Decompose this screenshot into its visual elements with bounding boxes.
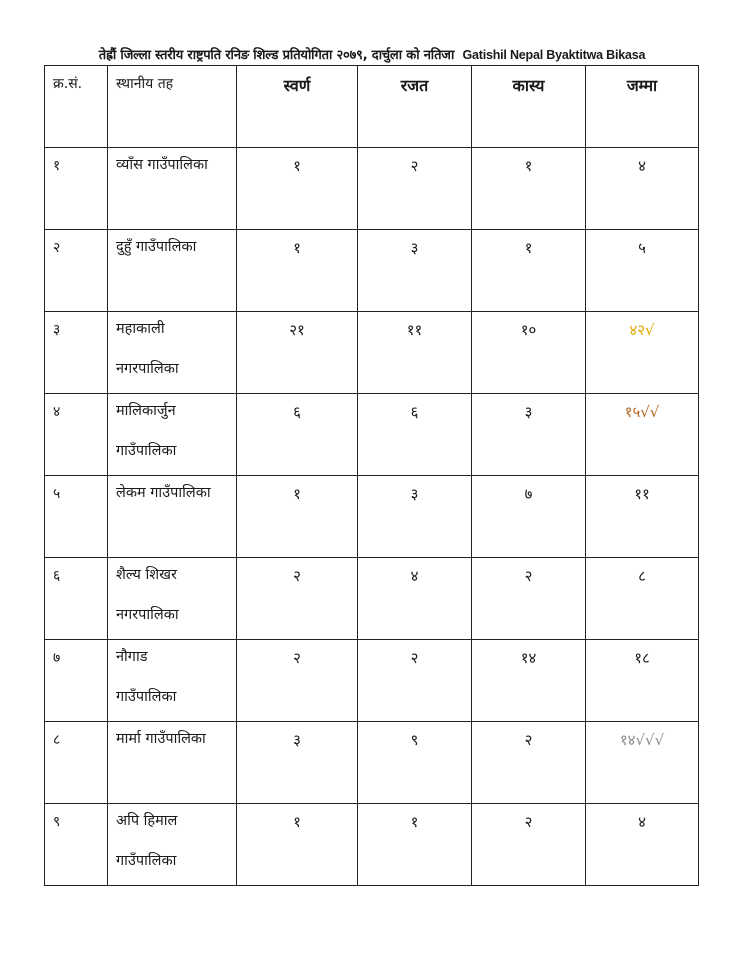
cell-local-level (108, 804, 237, 886)
cell-bronze: १ (472, 230, 586, 312)
local-level-type: गाउँपालिका (116, 689, 177, 705)
local-level-name: व्याँस गाउँपालिका (116, 157, 208, 173)
cell-local-level (108, 722, 237, 804)
cell-local-level (108, 312, 237, 394)
cell-silver: २ (358, 640, 472, 722)
cell-bronze: २ (472, 804, 586, 886)
cell-total: १५√√ (586, 394, 699, 476)
cell-serial-number: २ (45, 230, 108, 312)
cell-gold: १ (237, 476, 358, 558)
local-level-name: नौगाड (116, 649, 148, 665)
cell-total: ४ (586, 148, 699, 230)
cell-serial-number: ८ (45, 722, 108, 804)
cell-gold: ६ (237, 394, 358, 476)
table-row (45, 312, 699, 394)
cell-silver: ९ (358, 722, 472, 804)
cell-serial-number: ७ (45, 640, 108, 722)
cell-silver: ३ (358, 230, 472, 312)
cell-serial-number: ५ (45, 476, 108, 558)
cell-gold: २ (237, 640, 358, 722)
cell-total: १४√√√ (586, 722, 699, 804)
document-title: तेह्रौं जिल्ला स्तरीय राष्ट्रपति रनिङ शिल्ड प्रतियोगिता २०७९, दार्चुला को नतिजा (98, 48, 455, 63)
cell-local-level (108, 394, 237, 476)
table-row (45, 476, 699, 558)
cell-silver: ६ (358, 394, 472, 476)
cell-total: ८ (586, 558, 699, 640)
cell-silver: १ (358, 804, 472, 886)
header-local-level: स्थानीय तह (108, 66, 237, 148)
header-bronze: कास्य (472, 66, 586, 148)
table-row (45, 394, 699, 476)
cell-total: ११ (586, 476, 699, 558)
header-total: जम्मा (586, 66, 699, 148)
local-level-name: शैल्य शिखर (116, 567, 177, 583)
local-level-type: नगरपालिका (116, 361, 179, 377)
cell-gold: १ (237, 804, 358, 886)
cell-serial-number: ६ (45, 558, 108, 640)
cell-silver: ११ (358, 312, 472, 394)
cell-bronze: १ (472, 148, 586, 230)
table-row (45, 640, 699, 722)
cell-local-level (108, 558, 237, 640)
cell-gold: २ (237, 558, 358, 640)
local-level-name: मार्मा गाउँपालिका (116, 731, 206, 747)
brand-text: Gatishil Nepal Byaktitwa Bikasa (462, 48, 646, 62)
table-row (45, 148, 699, 230)
local-level-type: नगरपालिका (116, 607, 179, 623)
header-gold: स्वर्ण (237, 66, 358, 148)
table-row (45, 722, 699, 804)
table-row (45, 558, 699, 640)
cell-bronze: १४ (472, 640, 586, 722)
local-level-name: अपि हिमाल (116, 813, 178, 829)
cell-bronze: ७ (472, 476, 586, 558)
cell-local-level (108, 148, 237, 230)
cell-serial-number: १ (45, 148, 108, 230)
cell-bronze: २ (472, 722, 586, 804)
local-level-name: लेकम गाउँपालिका (116, 485, 211, 501)
page-title (44, 45, 700, 63)
table-header-row (45, 66, 699, 148)
cell-gold: १ (237, 148, 358, 230)
local-level-type: गाउँपालिका (116, 443, 177, 459)
cell-serial-number: ९ (45, 804, 108, 886)
header-serial-number: क्र.सं. (45, 66, 108, 148)
cell-local-level (108, 640, 237, 722)
local-level-type: गाउँपालिका (116, 853, 177, 869)
cell-gold: २१ (237, 312, 358, 394)
cell-total: ५ (586, 230, 699, 312)
cell-total: ४२√ (586, 312, 699, 394)
cell-bronze: २ (472, 558, 586, 640)
cell-silver: २ (358, 148, 472, 230)
cell-silver: ४ (358, 558, 472, 640)
table-row (45, 230, 699, 312)
header-silver: रजत (358, 66, 472, 148)
local-level-name: महाकाली (116, 321, 165, 337)
cell-gold: ३ (237, 722, 358, 804)
results-table (44, 65, 699, 886)
cell-total: १८ (586, 640, 699, 722)
cell-gold: १ (237, 230, 358, 312)
table-body (45, 148, 699, 886)
cell-serial-number: ३ (45, 312, 108, 394)
cell-total: ४ (586, 804, 699, 886)
cell-serial-number: ४ (45, 394, 108, 476)
cell-silver: ३ (358, 476, 472, 558)
local-level-name: दुहुँ गाउँपालिका (116, 239, 197, 255)
cell-local-level (108, 230, 237, 312)
table-row (45, 804, 699, 886)
local-level-name: मालिकार्जुन (116, 403, 176, 419)
cell-bronze: १० (472, 312, 586, 394)
cell-local-level (108, 476, 237, 558)
cell-bronze: ३ (472, 394, 586, 476)
